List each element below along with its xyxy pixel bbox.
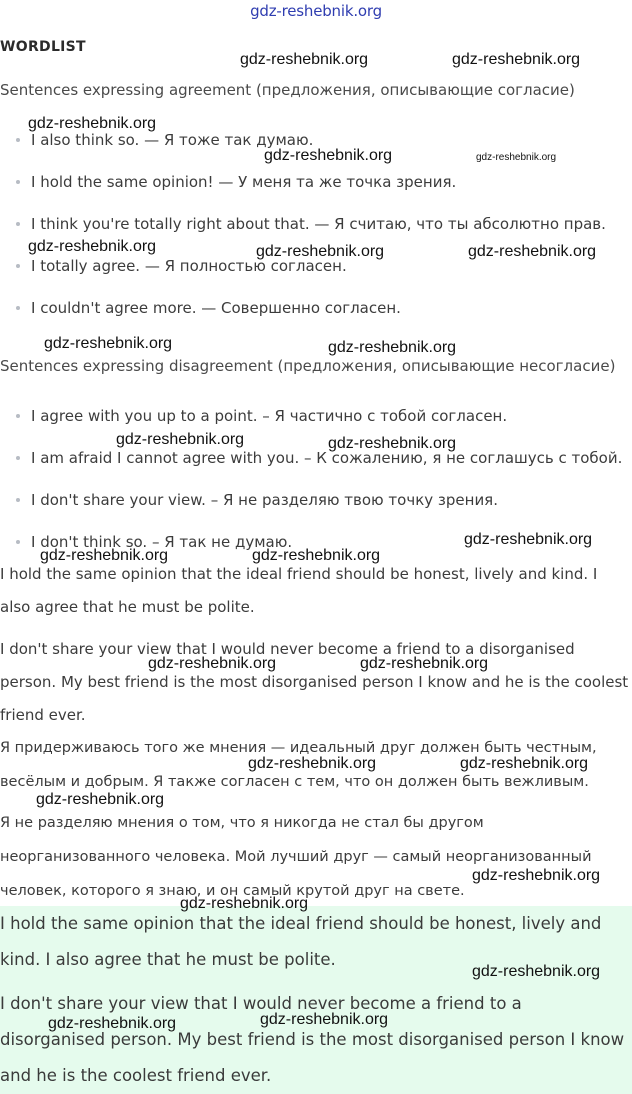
watermark: gdz-reshebnik.org — [452, 51, 581, 68]
answer-highlight-box — [0, 906, 632, 1094]
watermark: gdz-reshebnik.org — [360, 655, 489, 672]
list-item: I agree with you up to a point. – Я частично с тобой согласен. — [16, 407, 507, 425]
site-name[interactable]: gdz-reshebnik.org — [250, 2, 382, 20]
watermark: gdz-reshebnik.org — [468, 243, 597, 260]
bullet-icon — [16, 180, 20, 184]
list-item: I hold the same opinion! — У меня та же точка зрения. — [16, 173, 456, 191]
bullet-icon — [16, 222, 20, 226]
wordlist-title: WORDLIST — [0, 39, 86, 55]
answer-highlight-paragraph-1: I hold the same opinion that the ideal friend should be honest, lively and kind. I also agree that he must be polite. — [0, 914, 602, 969]
answer-en-paragraph-2: I don't share your view that I would never become a friend to a disorganised person. My best friend is the most disorganised person I know and he is the coolest friend ever. — [0, 640, 629, 724]
answer-ru-paragraph-2: Я не разделяю мнения о том, что я никогда не стал бы другом неорганизованного человека. Мой лучший друг — самый неорганизованный человек, которого я знаю, и он самый крутой друг на свете. — [0, 815, 592, 899]
disagreement-heading: Sentences expressing disagreement (предложения, описывающие несогласие) — [0, 357, 616, 375]
list-item: I am afraid I cannot agree with you. – К сожалению, я не соглашусь с тобой. — [16, 449, 622, 467]
bullet-icon — [16, 138, 20, 142]
watermark: gdz-reshebnik.org — [148, 655, 277, 672]
watermark: gdz-reshebnik.org — [248, 755, 377, 772]
watermark: gdz-reshebnik.org — [240, 51, 369, 68]
list-item: I couldn't agree more. — Совершенно согласен. — [16, 299, 401, 317]
list-item: I don't think so. – Я так не думаю. — [16, 533, 292, 551]
list-item: I don't share your view. – Я не разделяю твою точку зрения. — [16, 491, 498, 509]
watermark: gdz-reshebnik.org — [476, 152, 557, 163]
watermark: gdz-reshebnik.org — [472, 963, 601, 980]
bullet-icon — [16, 498, 20, 502]
watermark: gdz-reshebnik.org — [252, 547, 381, 564]
watermark: gdz-reshebnik.org — [472, 867, 601, 884]
watermark: gdz-reshebnik.org — [264, 147, 393, 164]
list-item: I totally agree. — Я полностью согласен. — [16, 257, 347, 275]
watermark: gdz-reshebnik.org — [328, 339, 457, 356]
watermark: gdz-reshebnik.org — [28, 238, 157, 255]
list-item: I also think so. — Я тоже так думаю. — [16, 131, 313, 149]
bullet-icon — [16, 540, 20, 544]
watermark: gdz-reshebnik.org — [460, 755, 589, 772]
answer-en-paragraph-1: I hold the same opinion that the ideal friend should be honest, lively and kind. I also agree that he must be polite. — [0, 565, 598, 616]
watermark: gdz-reshebnik.org — [28, 115, 157, 132]
bullet-icon — [16, 456, 20, 460]
list-item: I think you're totally right about that. — Я считаю, что ты абсолютно прав. — [16, 215, 606, 233]
watermark: gdz-reshebnik.org — [40, 547, 169, 564]
answer-ru-paragraph-1: Я придерживаюсь того же мнения — идеальный друг должен быть честным, весёлым и добрым. Я также согласен с тем, что он должен быть вежливым. — [0, 740, 597, 790]
watermark: gdz-reshebnik.org — [48, 1015, 177, 1032]
watermark: gdz-reshebnik.org — [36, 791, 165, 808]
bullet-icon — [16, 414, 20, 418]
watermark: gdz-reshebnik.org — [256, 243, 385, 260]
watermark: gdz-reshebnik.org — [116, 431, 245, 448]
bullet-icon — [16, 306, 20, 310]
watermark: gdz-reshebnik.org — [44, 335, 173, 352]
agreement-heading: Sentences expressing agreement (предложения, описывающие согласие) — [0, 81, 575, 99]
watermark: gdz-reshebnik.org — [180, 895, 309, 912]
watermark: gdz-reshebnik.org — [260, 1011, 389, 1028]
bullet-icon — [16, 264, 20, 268]
watermark: gdz-reshebnik.org — [328, 435, 457, 452]
watermark: gdz-reshebnik.org — [464, 531, 593, 548]
answer-highlight-paragraph-2: I don't share your view that I would never become a friend to a disorganised person. My best friend is the most disorganised person I know and he is the coolest friend ever. — [0, 994, 625, 1085]
